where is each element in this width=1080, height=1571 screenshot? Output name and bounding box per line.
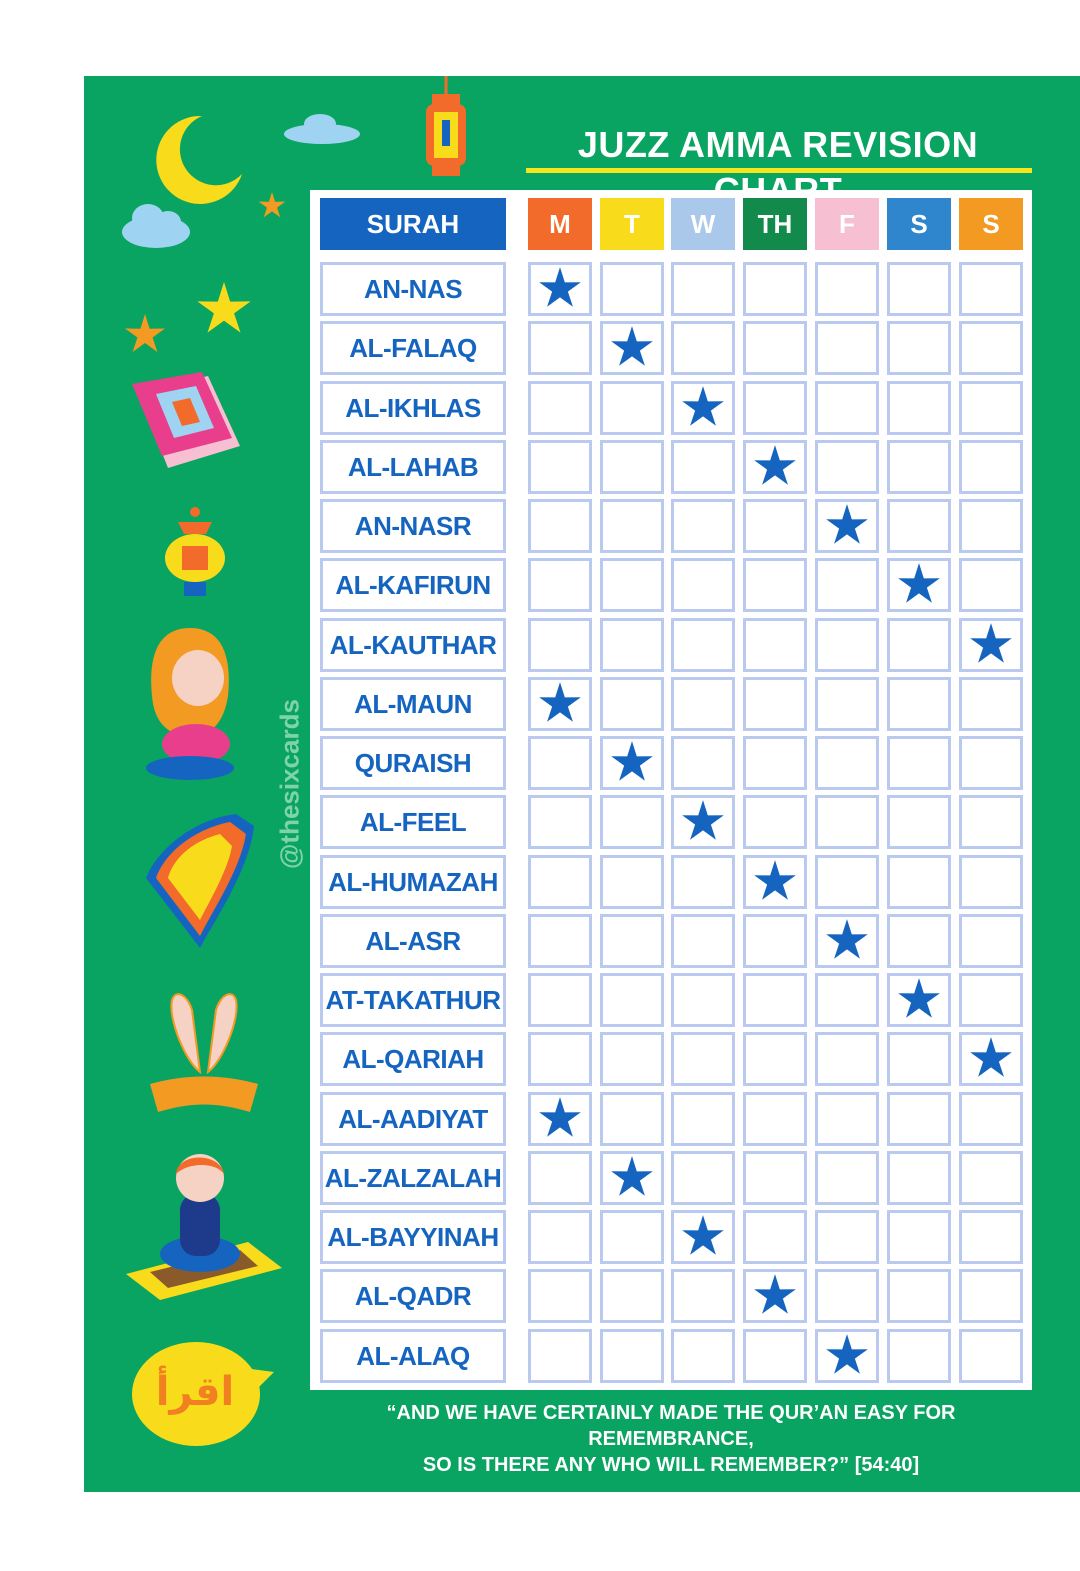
day-header-6: S [959, 198, 1023, 250]
day-cell[interactable] [600, 973, 664, 1027]
surah-cell: AL-HUMAZAH [320, 855, 506, 909]
day-cell[interactable] [959, 499, 1023, 553]
day-cell[interactable] [671, 1210, 735, 1264]
day-cell[interactable] [671, 440, 735, 494]
day-cell[interactable] [528, 973, 592, 1027]
day-cell[interactable] [743, 677, 807, 731]
star-icon [537, 266, 583, 312]
day-cell[interactable] [743, 1032, 807, 1086]
star-icon [680, 1214, 726, 1260]
star-icon [258, 192, 286, 220]
day-cell[interactable] [887, 1269, 951, 1323]
surah-cell: AL-LAHAB [320, 440, 506, 494]
day-cell[interactable] [528, 1032, 592, 1086]
day-cell[interactable] [671, 558, 735, 612]
surah-cell: AT-TAKATHUR [320, 973, 506, 1027]
star-icon [609, 1155, 655, 1201]
day-cell[interactable] [959, 321, 1023, 375]
day-cell[interactable] [671, 677, 735, 731]
day-cell[interactable] [815, 736, 879, 790]
day-cell[interactable] [959, 558, 1023, 612]
day-cell[interactable] [671, 618, 735, 672]
day-cell[interactable] [743, 1269, 807, 1323]
day-cell[interactable] [528, 914, 592, 968]
day-cell[interactable] [743, 618, 807, 672]
praying-hands-icon [146, 980, 262, 1118]
day-cell[interactable] [959, 914, 1023, 968]
day-cell[interactable] [959, 440, 1023, 494]
day-cell[interactable] [959, 795, 1023, 849]
day-cell[interactable] [815, 618, 879, 672]
day-cell[interactable] [815, 440, 879, 494]
day-cell[interactable] [743, 1210, 807, 1264]
day-cell[interactable] [743, 558, 807, 612]
day-cell[interactable] [743, 381, 807, 435]
day-cell[interactable] [959, 381, 1023, 435]
day-cell[interactable] [600, 855, 664, 909]
day-cell[interactable] [743, 795, 807, 849]
day-cell[interactable] [815, 795, 879, 849]
day-cell[interactable] [815, 914, 879, 968]
day-cell[interactable] [743, 440, 807, 494]
star-icon [680, 799, 726, 845]
surah-header: SURAH [320, 198, 506, 250]
star-icon [896, 977, 942, 1023]
day-cell[interactable] [959, 1329, 1023, 1383]
day-cell[interactable] [959, 1210, 1023, 1264]
day-cell[interactable] [528, 855, 592, 909]
day-cell[interactable] [671, 1151, 735, 1205]
day-cell[interactable] [743, 1092, 807, 1146]
day-cell[interactable] [887, 855, 951, 909]
day-cell[interactable] [600, 795, 664, 849]
title-underline [526, 168, 1032, 173]
day-cell[interactable] [600, 499, 664, 553]
quote-line-2: SO IS THERE ANY WHO WILL REMEMBER?” [54:40] [422, 1454, 920, 1476]
day-cell[interactable] [600, 558, 664, 612]
day-cell[interactable] [887, 973, 951, 1027]
day-cell[interactable] [600, 1092, 664, 1146]
surah-cell: AN-NAS [320, 262, 506, 316]
day-cell[interactable] [887, 1329, 951, 1383]
day-header-4: F [815, 198, 879, 250]
star-icon [968, 1036, 1014, 1082]
praying-boy-icon [124, 1148, 284, 1304]
day-cell[interactable] [815, 1210, 879, 1264]
star-icon [824, 918, 870, 964]
day-cell[interactable] [600, 440, 664, 494]
day-cell[interactable] [600, 1329, 664, 1383]
star-icon [124, 314, 166, 356]
star-icon [680, 385, 726, 431]
day-cell[interactable] [959, 1032, 1023, 1086]
day-cell[interactable] [671, 1269, 735, 1323]
day-cell[interactable] [959, 855, 1023, 909]
star-icon [752, 1273, 798, 1319]
day-cell[interactable] [887, 618, 951, 672]
surah-cell: AL-ZALZALAH [320, 1151, 506, 1205]
day-cell[interactable] [528, 381, 592, 435]
star-icon [824, 1333, 870, 1379]
star-icon [752, 859, 798, 905]
day-cell[interactable] [528, 677, 592, 731]
day-cell[interactable] [959, 262, 1023, 316]
day-cell[interactable] [600, 914, 664, 968]
day-cell[interactable] [887, 1151, 951, 1205]
star-icon [609, 740, 655, 786]
day-cell[interactable] [528, 795, 592, 849]
day-cell[interactable] [887, 440, 951, 494]
day-cell[interactable] [671, 973, 735, 1027]
day-cell[interactable] [887, 736, 951, 790]
day-cell[interactable] [887, 321, 951, 375]
day-cell[interactable] [528, 558, 592, 612]
surah-cell: AL-ASR [320, 914, 506, 968]
day-cell[interactable] [528, 499, 592, 553]
day-cell[interactable] [600, 1151, 664, 1205]
day-cell[interactable] [887, 795, 951, 849]
quote-line-1: “AND WE HAVE CERTAINLY MADE THE QUR’AN EASY FOR REMEMBRANCE, [386, 1402, 956, 1450]
day-cell[interactable] [815, 321, 879, 375]
day-cell[interactable] [600, 321, 664, 375]
day-cell[interactable] [600, 1032, 664, 1086]
day-cell[interactable] [815, 1092, 879, 1146]
star-icon [896, 562, 942, 608]
day-cell[interactable] [743, 973, 807, 1027]
surah-cell: AL-QARIAH [320, 1032, 506, 1086]
crescent-moon-icon [150, 112, 250, 208]
day-cell[interactable] [528, 440, 592, 494]
day-cell[interactable] [671, 1092, 735, 1146]
day-cell[interactable] [815, 262, 879, 316]
day-cell[interactable] [959, 618, 1023, 672]
cloud-icon [120, 198, 192, 250]
surah-cell: AN-NASR [320, 499, 506, 553]
day-cell[interactable] [815, 499, 879, 553]
day-cell[interactable] [815, 1329, 879, 1383]
day-cell[interactable] [671, 795, 735, 849]
day-cell[interactable] [528, 1210, 592, 1264]
day-cell[interactable] [528, 262, 592, 316]
day-cell[interactable] [743, 1329, 807, 1383]
star-icon [824, 503, 870, 549]
day-cell[interactable] [887, 381, 951, 435]
cloud-icon [282, 112, 362, 144]
surah-cell: AL-MAUN [320, 677, 506, 731]
page-title: JUZZ AMMA REVISION [577, 124, 979, 165]
surah-cell: AL-AADIYAT [320, 1092, 506, 1146]
day-cell[interactable] [671, 855, 735, 909]
star-icon [537, 681, 583, 727]
day-header-0: M [528, 198, 592, 250]
day-header-3: TH [743, 198, 807, 250]
day-cell[interactable] [671, 381, 735, 435]
surah-cell: AL-FALAQ [320, 321, 506, 375]
surah-cell: AL-QADR [320, 1269, 506, 1323]
book-icon [128, 372, 248, 472]
watermark: @thesixcards [274, 699, 305, 869]
day-cell[interactable] [743, 1151, 807, 1205]
day-cell[interactable] [600, 381, 664, 435]
day-cell[interactable] [528, 1329, 592, 1383]
day-cell[interactable] [959, 1151, 1023, 1205]
surah-cell: AL-FEEL [320, 795, 506, 849]
star-icon [752, 444, 798, 490]
prayer-rug-icon [140, 808, 260, 954]
day-cell[interactable] [959, 1092, 1023, 1146]
star-icon [968, 622, 1014, 668]
day-cell[interactable] [887, 1092, 951, 1146]
day-cell[interactable] [743, 914, 807, 968]
surah-cell: AL-KAFIRUN [320, 558, 506, 612]
day-cell[interactable] [671, 1032, 735, 1086]
day-cell[interactable] [743, 499, 807, 553]
day-cell[interactable] [815, 855, 879, 909]
day-cell[interactable] [671, 321, 735, 375]
praying-girl-icon [140, 626, 240, 782]
day-header-1: T [600, 198, 664, 250]
day-cell[interactable] [815, 1032, 879, 1086]
surah-cell: AL-BAYYINAH [320, 1210, 506, 1264]
day-cell[interactable] [671, 736, 735, 790]
iqra-text: اقرأ [155, 1370, 235, 1414]
day-cell[interactable] [600, 1269, 664, 1323]
day-cell[interactable] [743, 262, 807, 316]
day-cell[interactable] [600, 736, 664, 790]
day-cell[interactable] [959, 1269, 1023, 1323]
day-cell[interactable] [815, 973, 879, 1027]
day-cell[interactable] [671, 262, 735, 316]
day-cell[interactable] [815, 677, 879, 731]
day-cell[interactable] [959, 973, 1023, 1027]
surah-cell: AL-IKHLAS [320, 381, 506, 435]
day-cell[interactable] [887, 558, 951, 612]
day-cell[interactable] [528, 1269, 592, 1323]
day-cell[interactable] [887, 914, 951, 968]
star-icon [192, 282, 256, 338]
day-cell[interactable] [743, 736, 807, 790]
surah-cell: AL-ALAQ [320, 1329, 506, 1383]
day-cell[interactable] [600, 1210, 664, 1264]
lantern-icon [150, 506, 240, 600]
day-cell[interactable] [887, 677, 951, 731]
day-cell[interactable] [887, 262, 951, 316]
hanging-lantern-icon [418, 76, 474, 188]
day-cell[interactable] [600, 677, 664, 731]
star-icon [609, 325, 655, 371]
day-cell[interactable] [671, 914, 735, 968]
day-cell[interactable] [887, 1210, 951, 1264]
surah-cell: AL-KAUTHAR [320, 618, 506, 672]
day-cell[interactable] [671, 499, 735, 553]
quote [316, 1400, 1026, 1478]
day-cell[interactable] [600, 262, 664, 316]
day-cell[interactable] [743, 855, 807, 909]
day-cell[interactable] [528, 321, 592, 375]
day-cell[interactable] [959, 736, 1023, 790]
day-header-2: W [671, 198, 735, 250]
day-cell[interactable] [671, 1329, 735, 1383]
day-cell[interactable] [815, 558, 879, 612]
day-cell[interactable] [528, 1092, 592, 1146]
day-cell[interactable] [887, 1032, 951, 1086]
day-header-5: S [887, 198, 951, 250]
day-cell[interactable] [528, 736, 592, 790]
star-icon [537, 1096, 583, 1142]
day-cell[interactable] [600, 618, 664, 672]
day-cell[interactable] [959, 677, 1023, 731]
day-cell[interactable] [815, 1151, 879, 1205]
day-cell[interactable] [815, 381, 879, 435]
day-cell[interactable] [743, 321, 807, 375]
day-cell[interactable] [815, 1269, 879, 1323]
day-cell[interactable] [887, 499, 951, 553]
day-cell[interactable] [528, 618, 592, 672]
day-cell[interactable] [528, 1151, 592, 1205]
surah-cell: QURAISH [320, 736, 506, 790]
